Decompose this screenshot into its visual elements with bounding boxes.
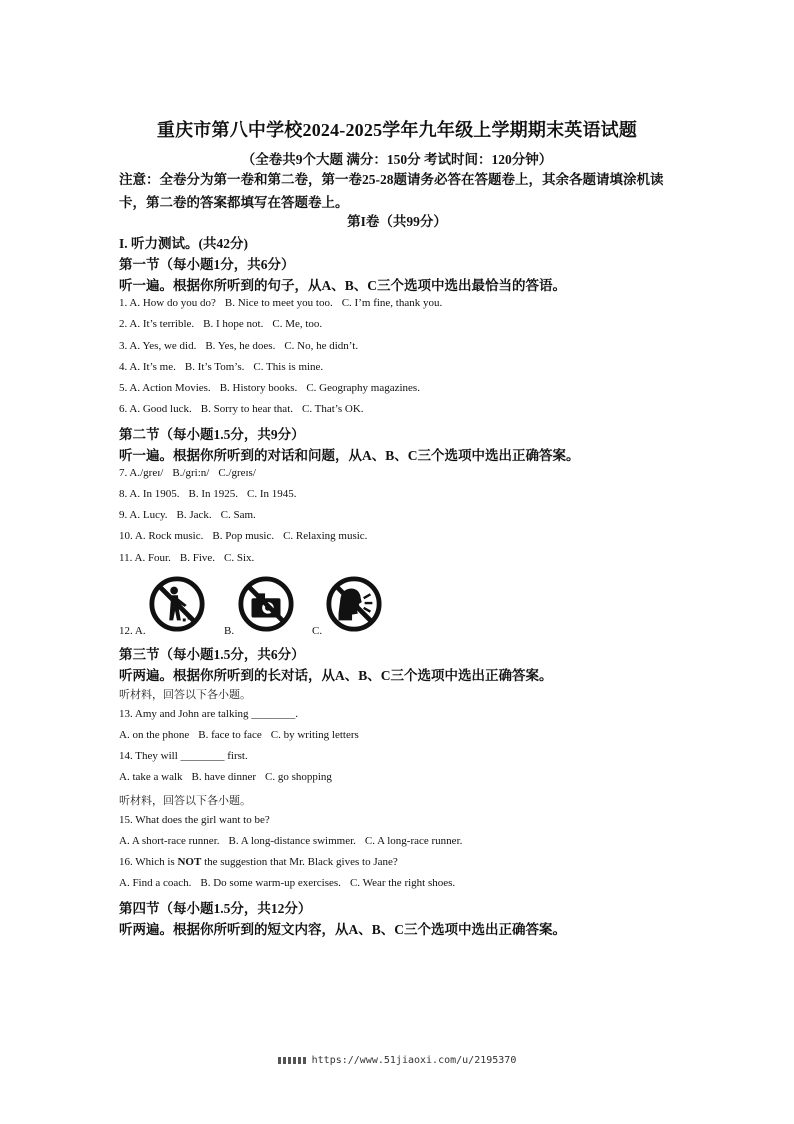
footer-url[interactable]: https://www.51jiaoxi.com/u/2195370 bbox=[311, 1055, 517, 1066]
question-item: 11. A. Four. B. Five. C. Six. bbox=[119, 552, 255, 564]
question-options: A. A short-race runner. B. A long-distance swimmer. C. A long-race runner. bbox=[119, 835, 463, 847]
page-title: 重庆市第八中学校2024-2025学年九年级上学期期末英语试题 bbox=[156, 120, 638, 140]
no-photography-icon bbox=[237, 575, 295, 633]
exam-info: （全卷共9个大题 满分：150分 考试时间：120分钟） bbox=[241, 152, 553, 167]
exam-notice: 注意：全卷分为第一卷和第二卷，第一卷25-28题请务必答在答题卷上，其余各题请填涂机读卡，第二卷的答案都填写在答题卷上。 bbox=[119, 172, 664, 210]
question-stem: 16. Which is NOT the suggestion that Mr. Black gives to Jane? bbox=[119, 856, 398, 868]
section-heading: 第四节（每小题1.5分，共12分） bbox=[119, 901, 312, 916]
question-item: 1. A. How do you do? B. Nice to meet you too. C. I’m fine, thank you. bbox=[119, 297, 443, 309]
section-instruction: 听一遍。根据你所听到的对话和问题，从A、B、C三个选项中选出正确答案。 bbox=[119, 448, 580, 463]
option-label: B. bbox=[224, 625, 235, 637]
question-item: 7. A./greɪ/ B./gri:n/ C./greɪs/ bbox=[119, 467, 256, 479]
question-item: 8. A. In 1905. B. In 1925. C. In 1945. bbox=[119, 488, 297, 500]
question-item: 4. A. It’s me. B. It’s Tom’s. C. This is mine. bbox=[119, 361, 324, 373]
question-item: 12. A. bbox=[119, 625, 146, 637]
no-loud-talking-icon bbox=[325, 575, 383, 633]
question-stem: 15. What does the girl want to be? bbox=[119, 814, 270, 826]
question-options: A. Find a coach. B. Do some warm-up exercises. C. Wear the right shoes. bbox=[119, 877, 456, 889]
question-options: A. on the phone B. face to face C. by writing letters bbox=[119, 729, 359, 741]
question-stem: 13. Amy and John are talking ________. bbox=[119, 708, 299, 720]
question-stem: 14. They will ________ first. bbox=[119, 750, 248, 762]
question-item: 5. A. Action Movies. B. History books. C. Geography magazines. bbox=[119, 382, 420, 394]
material-note: 听材料，回答以下各小题。 bbox=[119, 795, 251, 807]
question-item: 9. A. Lucy. B. Jack. C. Sam. bbox=[119, 509, 256, 521]
section-heading: 第三节（每小题1.5分，共6分） bbox=[119, 647, 305, 662]
question-item: 2. A. It’s terrible. B. I hope not. C. Me, too. bbox=[119, 318, 323, 330]
part-heading: I. 听力测试。(共42分) bbox=[119, 236, 248, 251]
question-item: 3. A. Yes, we did. B. Yes, he does. C. No, he didn’t. bbox=[119, 340, 359, 352]
no-littering-icon bbox=[148, 575, 206, 633]
section-instruction: 听两遍。根据你所听到的长对话，从A、B、C三个选项中选出正确答案。 bbox=[119, 668, 553, 683]
question-item: 6. A. Good luck. B. Sorry to hear that. C. That’s OK. bbox=[119, 403, 364, 415]
material-note: 听材料，回答以下各小题。 bbox=[119, 689, 251, 701]
volume-heading: 第I卷（共99分） bbox=[347, 214, 447, 229]
site-logo-icon bbox=[278, 1057, 306, 1064]
question-item: 10. A. Rock music. B. Pop music. C. Relaxing music. bbox=[119, 530, 368, 542]
footer-link-row bbox=[0, 1055, 794, 1066]
section-instruction: 听一遍。根据你所听到的句子，从A、B、C三个选项中选出最恰当的答语。 bbox=[119, 278, 567, 293]
question-options: A. take a walk B. have dinner C. go shopping bbox=[119, 771, 332, 783]
section-heading: 第二节（每小题1.5分，共9分） bbox=[119, 427, 305, 442]
section-instruction: 听两遍。根据你所听到的短文内容，从A、B、C三个选项中选出正确答案。 bbox=[119, 922, 567, 937]
section-heading: 第一节（每小题1分，共6分） bbox=[119, 257, 295, 272]
option-label: C. bbox=[312, 625, 323, 637]
